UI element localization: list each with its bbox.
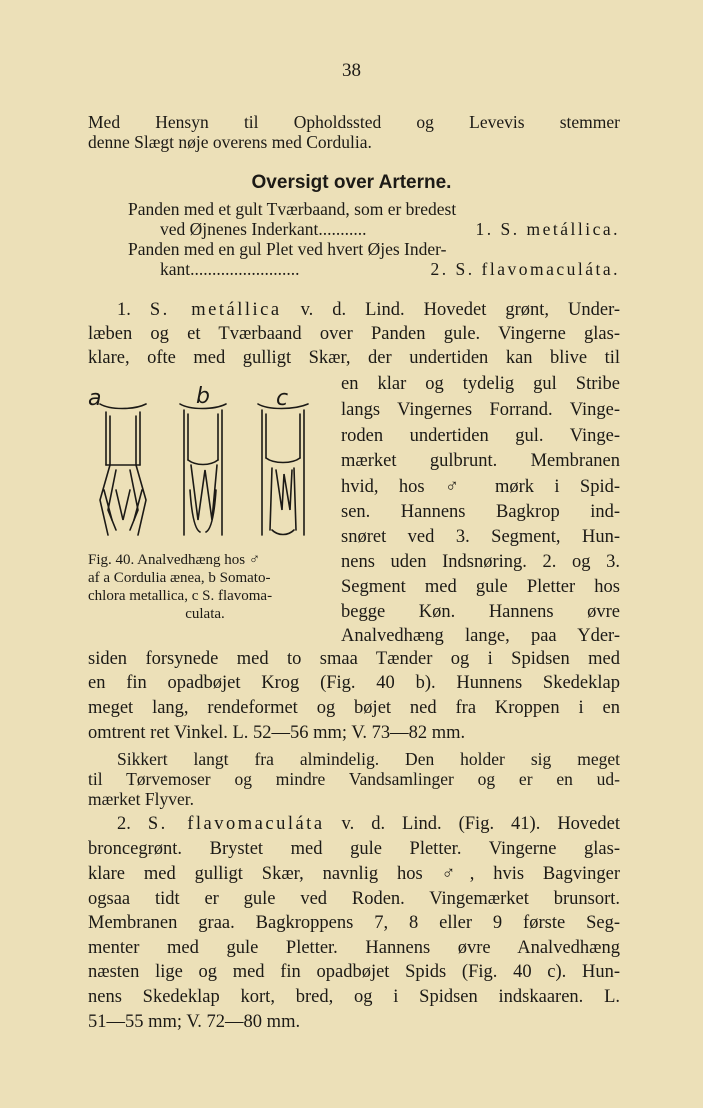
species-text: v. d. Lind. Hovedet grønt, Under-: [300, 300, 620, 320]
body-line: nens uden Indsnøring. 2. og 3.: [341, 552, 620, 572]
caption-line: af a Cordulia ænea, b Somato-: [88, 570, 271, 586]
body-line: næsten lige og med fin opadbøjet Spids (Fig. 40 c). Hun-: [88, 962, 620, 982]
species-name: S. metállica: [149, 300, 282, 320]
body-line: roden undertiden gul. Vinge-: [341, 426, 620, 446]
species-number: 2.: [117, 814, 131, 834]
section-heading: Oversigt over Arterne.: [251, 172, 452, 193]
body-line: nens Skedeklap kort, bred, og i Spidsen indskaaren. L.: [88, 987, 620, 1007]
body-line: omtrent ret Vinkel. L. 52—56 mm; V. 73—82 mm.: [88, 723, 466, 743]
species-name: S. flavomaculáta: [147, 814, 325, 834]
key-text: ved Øjnenes Inderkant: [160, 219, 319, 239]
body-line: meget lang, rendeformet og bøjet ned fra Kroppen i en: [88, 698, 620, 718]
key-result: 2. S. flavomaculáta.: [430, 259, 620, 279]
body-line: læben og et Tværbaand over Panden gule. Vingerne glas-: [88, 324, 620, 344]
body-line: en fin opadbøjet Krog (Fig. 40 b). Hunnens Skedeklap: [88, 673, 620, 693]
drawing-b: [180, 404, 226, 535]
drawing-c: [258, 404, 308, 535]
key-line: Panden med en gul Plet ved hvert Øjes Inder-: [128, 239, 447, 259]
body-line: Segment med gule Pletter hos: [341, 577, 620, 597]
key-text: kant: [160, 259, 191, 279]
body-line: Membranen graa. Bagkroppens 7, 8 eller 9 første Seg-: [88, 913, 620, 933]
note-line: til Tørvemoser og mindre Vandsamlinger og er en ud-: [88, 769, 620, 789]
species-text: v. d. Lind. (Fig. 41). Hovedet: [341, 814, 620, 834]
body-line: sen. Hannens Bagkrop ind-: [341, 502, 620, 522]
figure-label-c: c: [276, 386, 289, 411]
key-line: [160, 259, 620, 279]
body-line: hvid, hos ♂ mørk i Spid-: [341, 477, 620, 497]
body-line: klare med gulligt Skær, navnlig hos ♂, hvis Bagvinger: [88, 864, 620, 884]
body-line: siden forsynede med to smaa Tænder og i Spidsen med: [88, 649, 620, 669]
caption-line: culata.: [185, 606, 225, 622]
species-line: [117, 298, 620, 322]
body-line: menter med gule Pletter. Hannens øvre Analvedhæng: [88, 938, 620, 958]
body-line: ogsaa tidt er gule ved Roden. Vingemærket brunsort.: [88, 889, 620, 909]
body-line: mærket gulbrunt. Membranen: [341, 451, 620, 471]
species-line: [117, 812, 620, 836]
body-line: snøret ved 3. Segment, Hun-: [341, 527, 620, 547]
caption-line: chlora metallica, c S. flavoma-: [88, 588, 273, 604]
species-number: 1.: [117, 300, 131, 320]
figure-40: [86, 370, 326, 550]
figure-caption: [88, 551, 322, 623]
intro-line: denne Slægt nøje overens med Cordulia.: [88, 132, 372, 152]
key-dots: .........................: [190, 259, 300, 279]
body-line: langs Vingernes Forrand. Vinge-: [341, 400, 620, 420]
page-number: 38: [342, 60, 361, 81]
intro-line: Med Hensyn til Opholdssted og Levevis stemmer: [88, 112, 620, 132]
caption-line: Fig. 40. Analvedhæng hos ♂: [88, 552, 261, 568]
body-line: en klar og tydelig gul Stribe: [341, 374, 620, 394]
body-line: klare, ofte med gulligt Skær, der undertiden kan blive til: [88, 348, 620, 368]
body-line: begge Køn. Hannens øvre: [341, 602, 620, 622]
key-dots: ...........: [318, 219, 367, 239]
body-line: 51—55 mm; V. 72—80 mm.: [88, 1012, 301, 1032]
note-line: mærket Flyver.: [88, 789, 194, 809]
key-line: Panden med et gult Tværbaand, som er bredest: [128, 199, 457, 219]
body-line: broncegrønt. Brystet med gule Pletter. Vingerne glas-: [88, 839, 620, 859]
key-result: 1. S. metállica.: [475, 219, 620, 239]
key-line: [160, 219, 620, 239]
figure-label-a: a: [88, 386, 102, 411]
figure-label-b: b: [196, 384, 210, 409]
drawing-a: [100, 404, 146, 535]
note-line: Sikkert langt fra almindelig. Den holder sig meget: [117, 749, 620, 769]
body-line: Analvedhæng lange, paa Yder-: [341, 626, 620, 646]
